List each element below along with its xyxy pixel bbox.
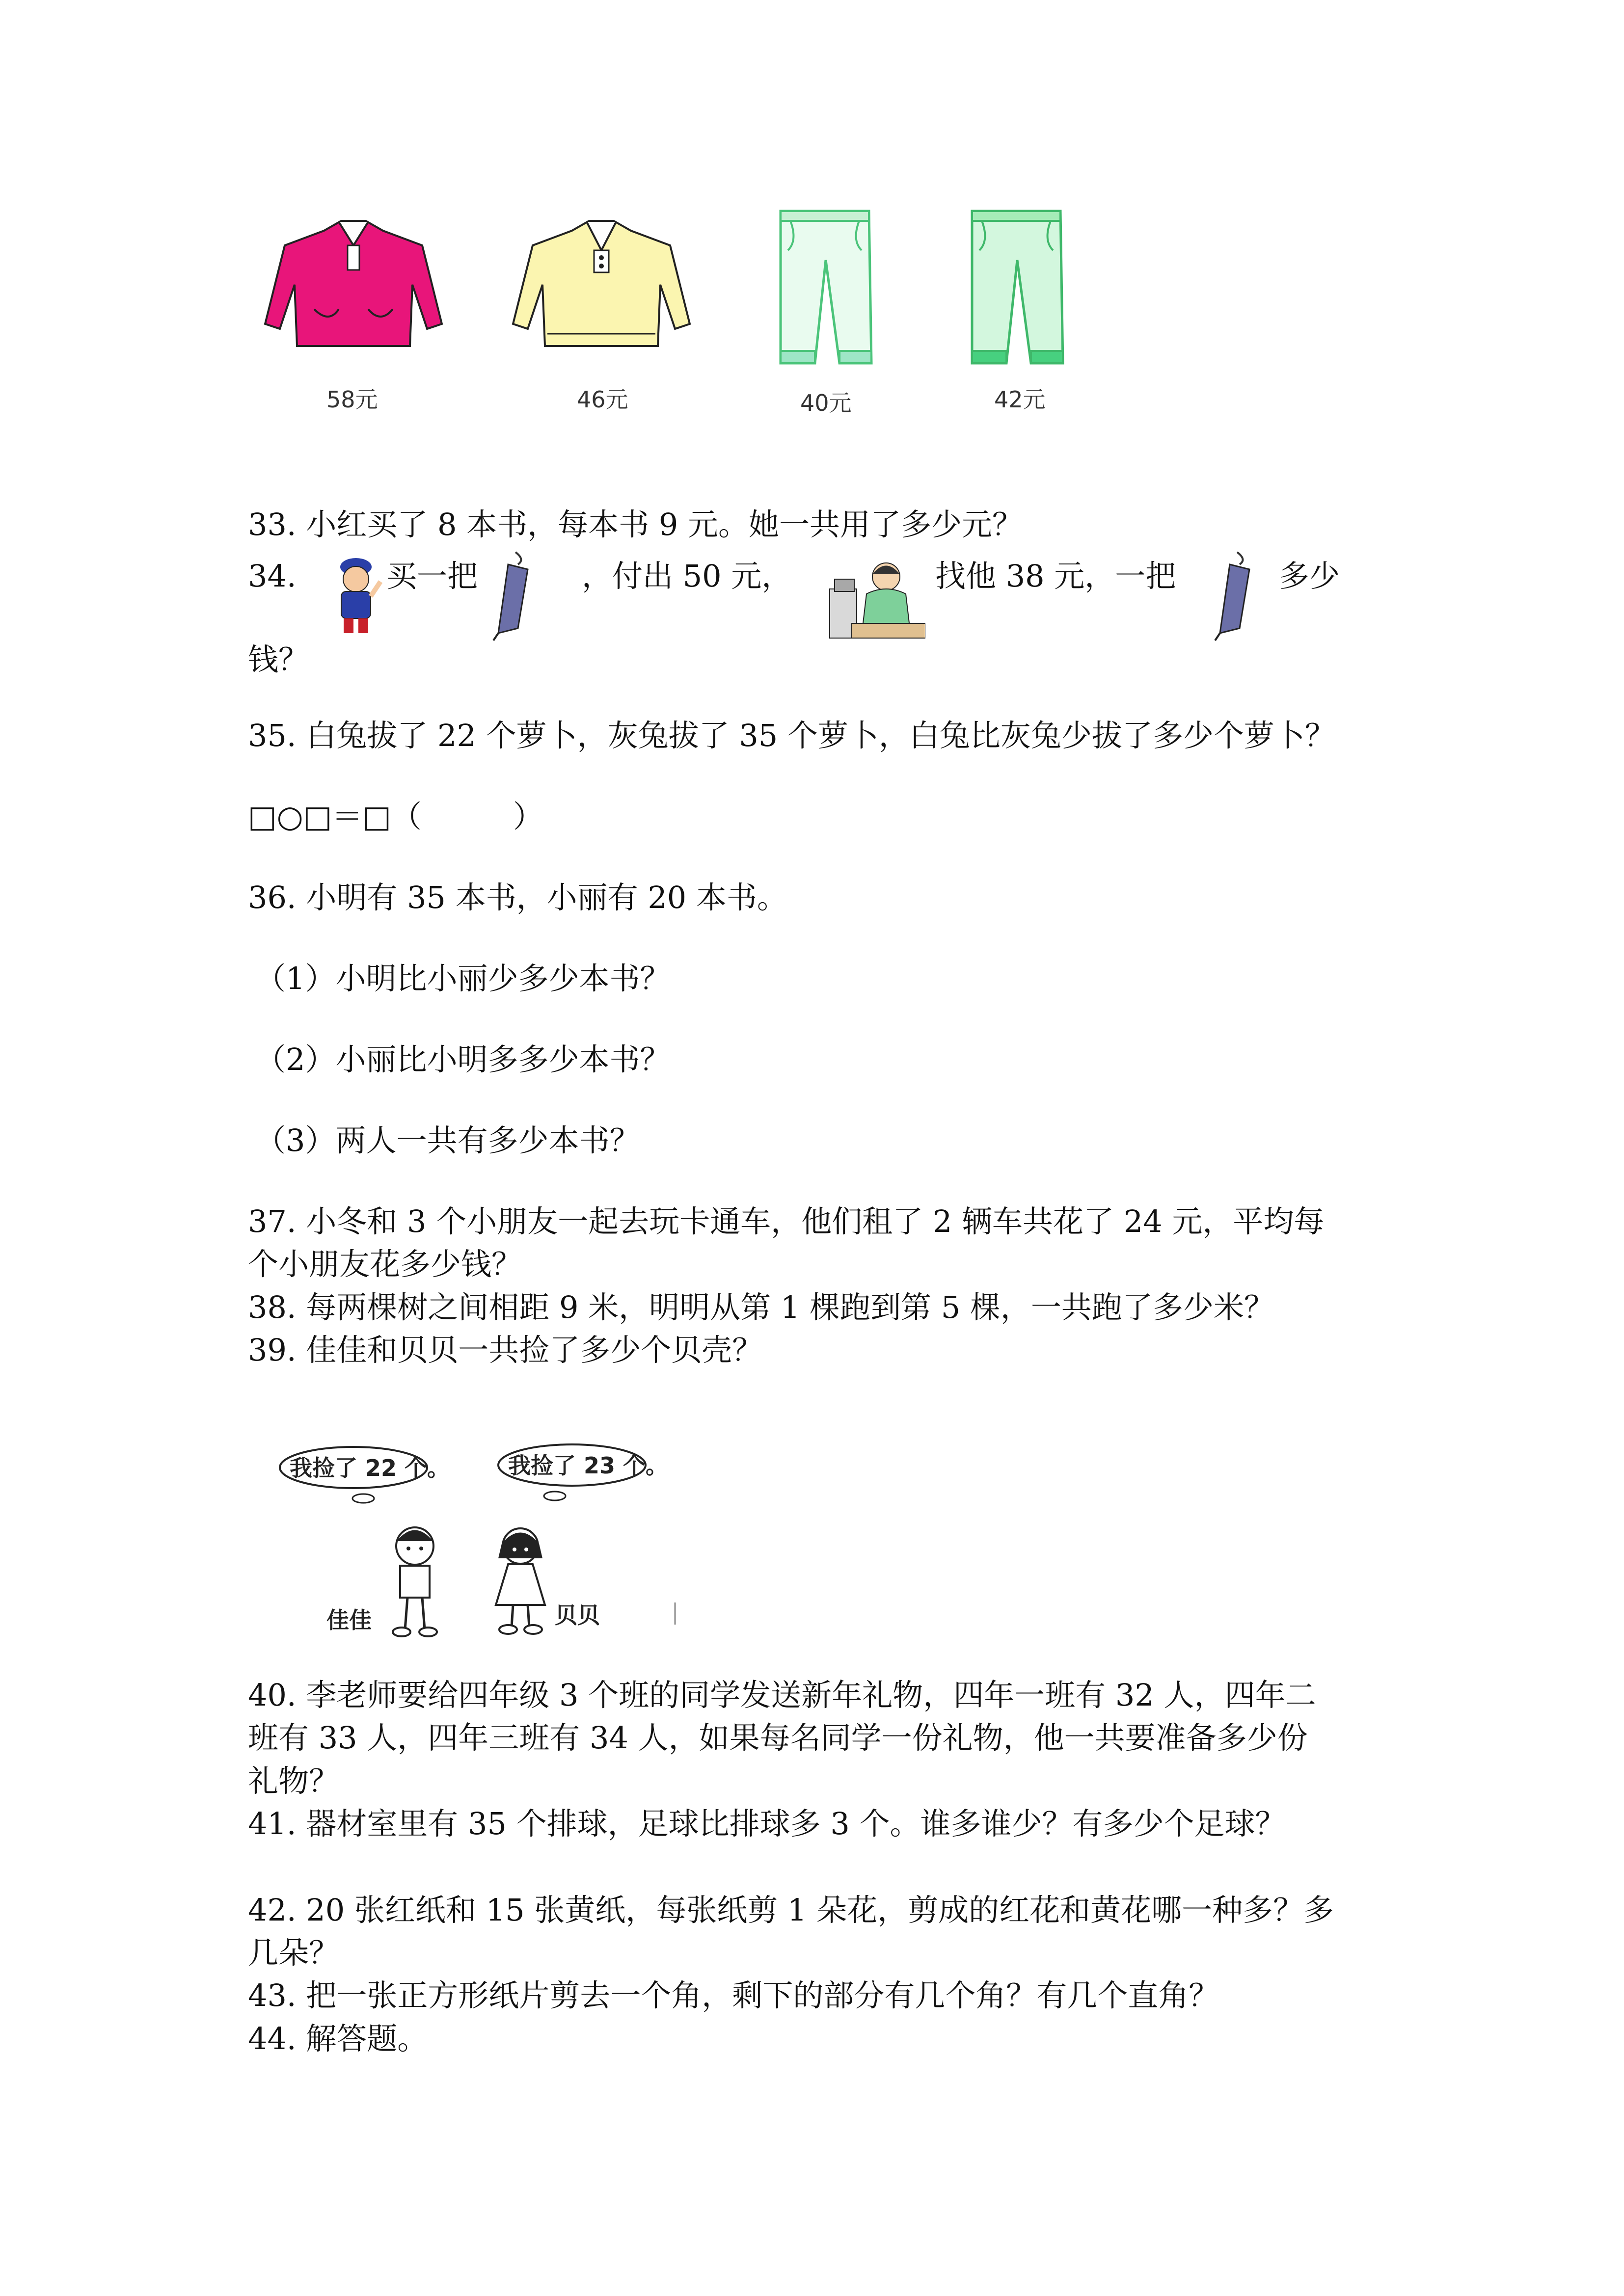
- question-41: 41. 器材室里有 35 个排球，足球比排球多 3 个。谁多谁少？有多少个足球？: [248, 1806, 1286, 1842]
- price-label: 46元: [577, 386, 628, 413]
- green-pants-image: [962, 206, 1070, 373]
- question-35: 35. 白兔拔了 22 个萝卜，灰兔拔了 35 个萝卜，白兔比灰兔少拔了多少个萝卜？: [248, 718, 1335, 753]
- question-37-line-1: 37. 小冬和 3 个小朋友一起去玩卡通车，他们租了 2 辆车共花了 24 元，平均每: [248, 1203, 1325, 1239]
- question-34-text-1: 买一把: [386, 558, 478, 594]
- question-43: 43. 把一张正方形纸片剪去一个角，剩下的部分有几个角？有几个直角？: [248, 1977, 1219, 2013]
- question-42-line-1: 42. 20 张红纸和 15 张黄纸，每张纸剪 1 朵花，剪成的红花和黄花哪一种多？多: [248, 1892, 1334, 1928]
- question-42-line-2: 几朵？: [248, 1935, 340, 1971]
- question-34-continued: 钱？: [248, 641, 309, 677]
- price-label: 40元: [800, 390, 852, 416]
- shopkeeper-icon: [827, 555, 925, 641]
- question-36: 36. 小明有 35 本书，小丽有 20 本书。: [248, 880, 787, 915]
- question-36-part-1: （1）小明比小丽少多少本书？: [255, 961, 671, 996]
- question-37-line-2: 个小朋友花多少钱？: [248, 1246, 522, 1282]
- yellow-sweater-image: [508, 211, 695, 358]
- question-34: [248, 555, 1377, 653]
- question-38: 38. 每两棵树之间相距 9 米，明明从第 1 棵跑到第 5 棵，一共跑了多少米？: [248, 1289, 1274, 1325]
- question-36-part-2: （2）小丽比小明多多少本书？: [255, 1041, 671, 1077]
- light-green-pants-image: [771, 206, 879, 373]
- question-44: 44. 解答题。: [248, 2021, 428, 2056]
- question-40-line-1: 40. 李老师要给四年级 3 个班的同学发送新年礼物，四年一班有 32 人，四年二: [248, 1677, 1316, 1713]
- umbrella-icon: [488, 550, 533, 643]
- girl-icon: [496, 1528, 545, 1634]
- boy-icon: [329, 552, 383, 638]
- speech-bubble-text: 我捡了 22 个。: [290, 1455, 450, 1481]
- question-39: 39. 佳佳和贝贝一共捡了多少个贝壳？: [248, 1332, 763, 1368]
- question-34-text-2: ，付出 50 元，: [582, 558, 792, 594]
- umbrella-icon: [1210, 550, 1254, 643]
- boy-icon: [393, 1527, 437, 1636]
- clothes-figure: [245, 196, 1105, 432]
- price-label: 42元: [994, 386, 1046, 413]
- speech-bubble-text: 我捡了 23 个。: [508, 1452, 669, 1479]
- question-40-line-3: 礼物？: [248, 1763, 340, 1799]
- pink-sweater-image: [260, 211, 447, 358]
- question-number: 34.: [248, 558, 297, 594]
- question-36-part-3: （3）两人一共有多少本书？: [255, 1122, 640, 1158]
- question-33: 33. 小红买了 8 本书，每本书 9 元。她一共用了多少元？: [248, 507, 1023, 542]
- question-35-formula: □○□＝□（ ）: [248, 799, 543, 834]
- name-label: 佳佳: [326, 1607, 372, 1633]
- shells-figure: [275, 1441, 697, 1647]
- price-label: 58元: [326, 386, 378, 413]
- name-label: 贝贝: [555, 1602, 600, 1629]
- question-34-text-4: 多少: [1279, 558, 1340, 594]
- question-40-line-2: 班有 33 人，四年三班有 34 人，如果每名同学一份礼物，他一共要准备多少份: [248, 1720, 1308, 1756]
- question-34-text-3: 找他 38 元，一把: [935, 558, 1176, 594]
